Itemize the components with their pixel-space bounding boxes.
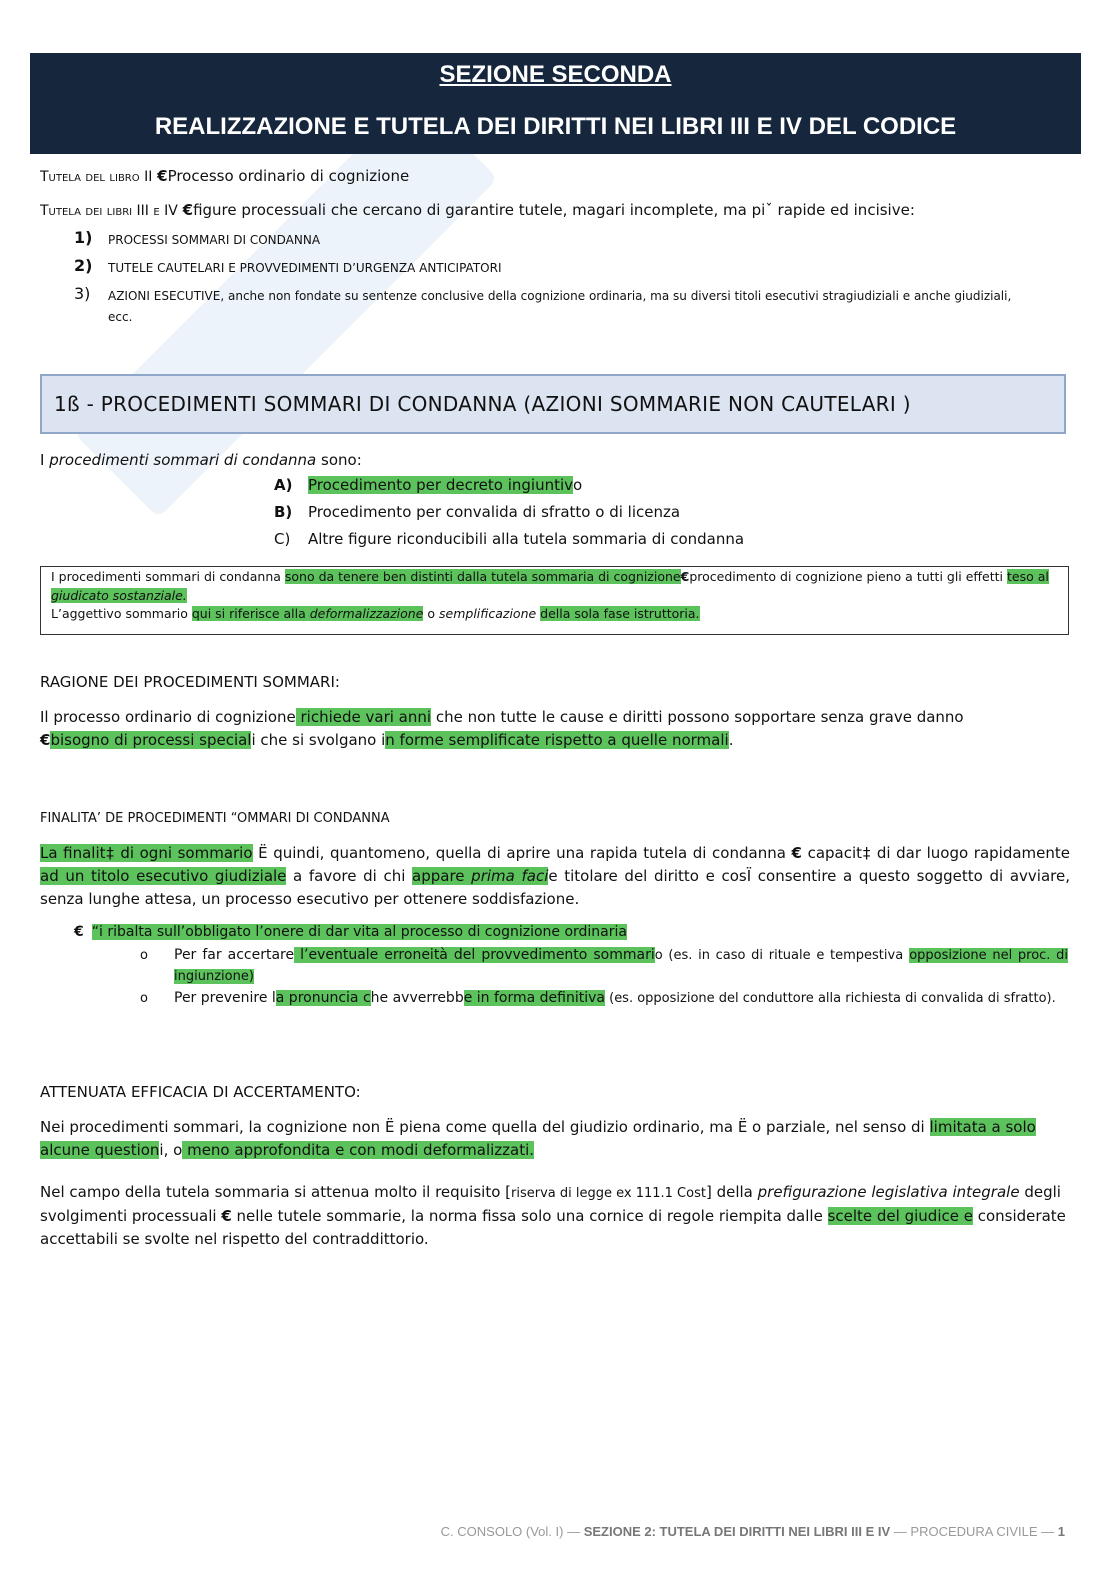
arrow-icon: € — [182, 201, 194, 219]
finalita-subitem: Per far accertare l’eventuale erroneità del provvedimento sommario (es. in caso di rituale e tempestiva opposizione nel proc. di ingiunzione) — [174, 947, 1069, 984]
procedure-list — [274, 472, 744, 553]
arrow-icon: € — [221, 1207, 232, 1225]
attenuata-paragraph-1: Nei procedimenti sommari, la cognizione non Ë piena come quella del giudizio ordinario, ma Ë o parziale, nel senso di limitata a solo alcune questioni, o meno approfondita e con modi deformalizzati. — [40, 1118, 1036, 1159]
libro2-label: Tutela del libro II — [40, 169, 153, 185]
list-item: C) Altre figure riconducibili alla tutela sommaria di condanna — [274, 530, 745, 548]
arrow-icon: € — [74, 924, 84, 940]
list-item: 2) TUTELE CAUTELARI E PROVVEDIMENTI D’URGENZA ANTICIPATORI — [74, 256, 502, 275]
list-item: B) Procedimento per convalida di sfratto o di licenza — [274, 503, 681, 521]
page-header — [30, 53, 1081, 154]
list-item: A) Procedimento per decreto ingiuntivo — [274, 476, 583, 494]
arrow-icon: € — [791, 844, 802, 862]
arrow-icon: € — [680, 569, 690, 584]
section-title: 1ß - PROCEDIMENTI SOMMARI DI CONDANNA (AZIONI SOMMARIE NON CAUTELARI ) — [54, 392, 911, 416]
intro-libro2 — [40, 167, 409, 185]
bullet-icon: o — [140, 948, 148, 963]
intro-libri34 — [40, 201, 915, 219]
ragione-paragraph: Il processo ordinario di cognizione richiede vari anni che non tutte le cause e diritti possono sopportare senza grave danno €bisogno di processi speciali che si svolgano in forme semplificate rispetto a quelle normali. — [40, 708, 964, 749]
attenuata-paragraph-2: Nel campo della tutela sommaria si attenua molto il requisito [riserva di legge ex 111.1 Cost] della prefigurazione legislativa integrale degli svolgimenti processuali € nelle tutele sommarie, la norma fissa solo una cornice di regole riempita dalle scelte del giudice e considerate accettabili se svolte nel rispetto del contraddittorio. — [40, 1183, 1066, 1248]
arrow-line: € “i ribalta sull’obbligato l’onere di dar vita al processo di cognizione ordinaria — [74, 924, 627, 940]
finalita-heading: FINALITA’ DE PROCEDIMENTI “OMMARI DI CONDANNA — [40, 811, 390, 826]
libri34-label: Tutela dei libri III e IV — [40, 203, 178, 219]
arrow-icon: € — [157, 167, 168, 185]
section-intro: I procedimenti sommari di condanna sono: — [40, 451, 362, 469]
libri34-text: figure processuali che cercano di garantire tutele, magari incomplete, ma piˇ rapide ed incisive: — [193, 201, 915, 219]
list-item: 1) PROCESSI SOMMARI DI CONDANNA — [74, 228, 321, 247]
bullet-icon: o — [140, 991, 148, 1006]
intro-list — [74, 227, 1038, 328]
page-number: 1 — [1057, 1524, 1065, 1539]
attenuata-heading: ATTENUATA EFFICACIA DI ACCERTAMENTO: — [40, 1083, 361, 1101]
note-box: I procedimenti sommari di condanna sono da tenere ben distinti dalla tutela sommaria di cognizione€procedimento di cognizione pieno a tutti gli effetti teso al giudicato sostanziale. L’aggettivo sommario qui si riferisce alla deformalizzazione o semplificazione della sola fase istruttoria. — [40, 566, 1069, 635]
arrow-icon: € — [40, 731, 51, 749]
page-footer: C. CONSOLO (Vol. I) — SEZIONE 2: TUTELA DEI DIRITTI NEI LIBRI III E IV — PROCEDURA CIVILE — 1 — [440, 1524, 1065, 1539]
header-subtitle: REALIZZAZIONE E TUTELA DEI DIRITTI NEI LIBRI III E IV DEL CODICE — [154, 113, 957, 140]
section-title-box — [40, 374, 1066, 434]
libro2-text: Processo ordinario di cognizione — [167, 167, 410, 185]
finalita-paragraph: La finalit‡ di ogni sommario Ë quindi, quantomeno, quella di aprire una rapida tutela di condanna € capacit‡ di dar luogo rapidamente ad un titolo esecutivo giudiziale a favore di chi appare prima facie titolare del diritto e cosÏ consentire a questo soggetto di avviare, senza lunghe attesa, un processo esecutivo per ottenere soddisfazione. — [40, 844, 1070, 908]
list-item: 3) AZIONI ESECUTIVE, anche non fondate su sentenze conclusive della cognizione ordinaria, ma su diversi titoli esecutivi stragiudiziali e anche giudiziali, ecc. — [74, 284, 1012, 324]
finalita-subitem: Per prevenire la pronuncia che avverrebbe in forma definitiva (es. opposizione del conduttore alla richiesta di convalida di sfratto). — [174, 990, 1056, 1006]
header-title: SEZIONE SECONDA — [439, 61, 672, 88]
ragione-heading: RAGIONE DEI PROCEDIMENTI SOMMARI: — [40, 673, 340, 691]
